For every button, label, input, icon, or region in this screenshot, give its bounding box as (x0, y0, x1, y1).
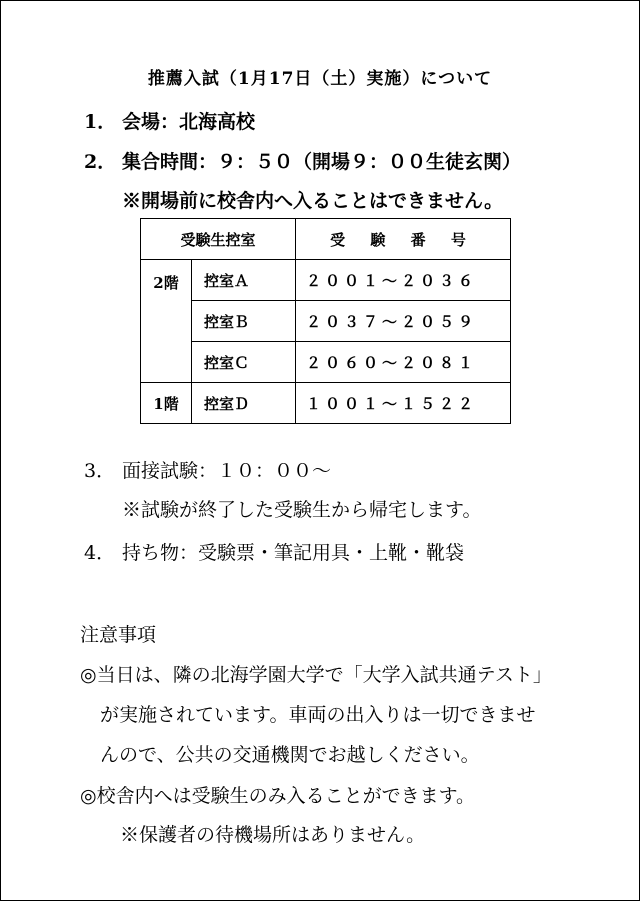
item-number: 2． (84, 151, 117, 173)
item-meeting-time (84, 147, 521, 174)
table-row (141, 301, 511, 342)
interview-label: 面接試験：１０：００～ (122, 460, 332, 482)
note2: ◎校舎内へは受験生のみ入ることができます。 (80, 785, 476, 807)
item-number: 3． (84, 460, 116, 482)
page-title: 推薦入試（1月17日（土）実施）について (147, 69, 493, 89)
room-cell: 控室Ａ (192, 260, 296, 301)
room-cell: 控室Ｄ (192, 383, 296, 424)
range-cell: ２０３７～２０５９ (296, 301, 511, 342)
notes-heading: 注意事項 (80, 624, 157, 646)
item-belongings (84, 538, 464, 565)
range-cell: ２０６０～２０８１ (296, 342, 511, 383)
range-cell: １００１～１５２２ (296, 383, 511, 424)
header-exam-number: 受 験 番 号 (296, 219, 511, 260)
table-row (141, 260, 511, 301)
room-cell: 控室Ｂ (192, 301, 296, 342)
item-number: 4． (84, 542, 116, 564)
note1-line2: が実施されています。車両の出入りは一切できませ (100, 704, 536, 726)
note1-line3: んので、公共の交通機関でお越しください。 (100, 744, 480, 766)
floor-2-cell: 2階 (141, 260, 192, 383)
belongings-label: 持ち物：受験票・筆記用具・上靴・靴袋 (122, 542, 465, 564)
table-row (141, 342, 511, 383)
waiting-room-table (140, 218, 511, 424)
note2-sub: ※保護者の待機場所はありません。 (120, 824, 426, 846)
table-header-row (141, 219, 511, 260)
header-waiting-room: 受験生控室 (141, 219, 296, 260)
meeting-time-label: 集合時間：９：５０（開場９：００生徒玄関） (122, 151, 522, 173)
interview-note: ※試験が終了した受験生から帰宅します。 (122, 499, 482, 521)
item-venue (84, 107, 255, 134)
meeting-note: ※開場前に校舎内へ入ることはできません。 (122, 190, 504, 212)
venue-label: 会場：北海高校 (122, 111, 256, 133)
item-number: 1． (84, 111, 117, 133)
table-row (141, 383, 511, 424)
range-cell: ２００１～２０３６ (296, 260, 511, 301)
room-cell: 控室Ｃ (192, 342, 296, 383)
floor-1-cell: 1階 (141, 383, 192, 424)
item-interview (84, 456, 331, 483)
note1-line1: ◎当日は、隣の北海学園大学で「大学入試共通テスト」 (80, 664, 552, 686)
